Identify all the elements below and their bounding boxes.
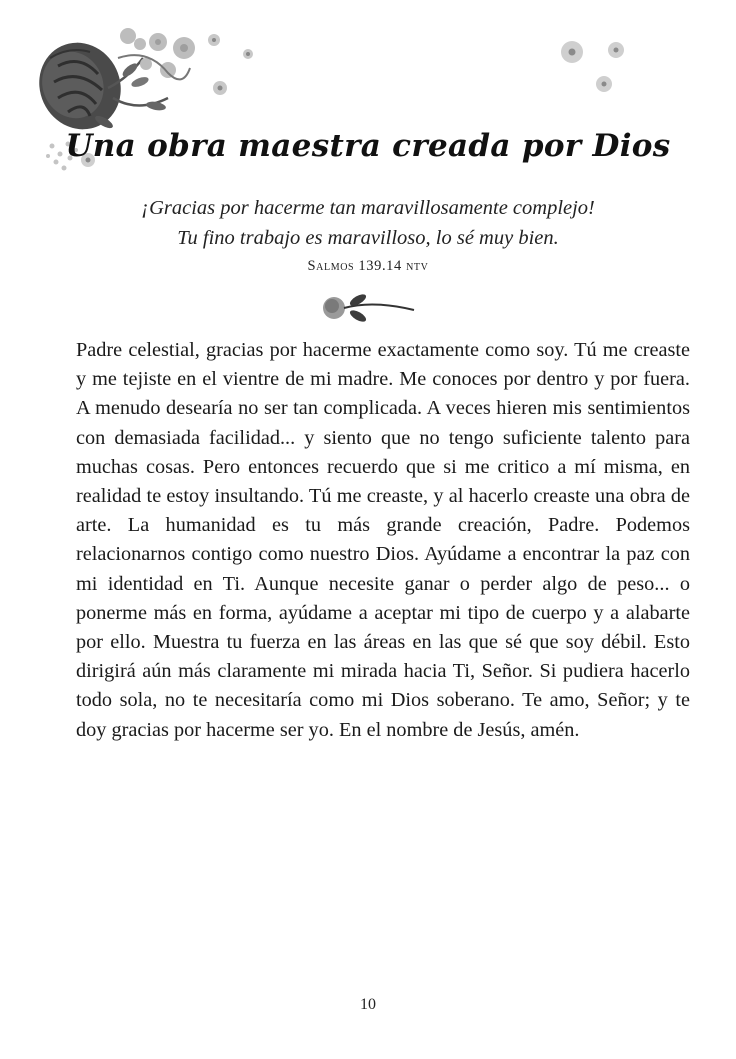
verse-quote (0, 193, 736, 253)
verse-line-1: ¡Gracias por hacerme tan maravillosamente complejo! (141, 197, 595, 219)
small-flowers-icon (556, 36, 636, 106)
page-title: Una obra maestra creada por Dios (65, 128, 671, 164)
verse-reference: Salmos 139.14 ntv (307, 258, 429, 274)
prayer-body: Padre celestial, gracias por hacerme exactamente como soy. Tú me creaste y me tejiste en el vientre de mi madre. Me conoces por dentro y por fuera. A menudo desearía no ser tan complicada. A veces hieren mis sentimientos con demasiada facilidad... y siento que no tengo suficiente talento para muchas cosas. Pero entonces recuerdo que si me critico a mí misma, en realidad te estoy insultando. Tú me creaste, y al hacerlo creaste una obra de arte. La humanidad es tu más grande creación, Padre. Podemos relacionarnos contigo como nuestro Dios. Ayúdame a encontrar la paz con mi identidad en Ti. Aunque necesite ganar o perder algo de peso... o ponerme más en forma, ayúdame a aceptar mi tipo de cuerpo y a alabarte por ello. Muestra tu fuerza en las áreas en las que sé que soy débil. Esto dirigirá aún más claramente mi mirada hacia Ti, Señor. Si pudiera hacerlo todo sola, no te necesitaría como mi Dios soberano. Te amo, Señor; y te doy gracias por hacerme ser yo. En el nombre de Jesús, amén. (76, 339, 690, 741)
page-number: 10 (360, 996, 376, 1013)
flower-divider-icon (318, 290, 418, 326)
verse-line-2: Tu fino trabajo es maravilloso, lo sé muy bien. (177, 227, 559, 249)
